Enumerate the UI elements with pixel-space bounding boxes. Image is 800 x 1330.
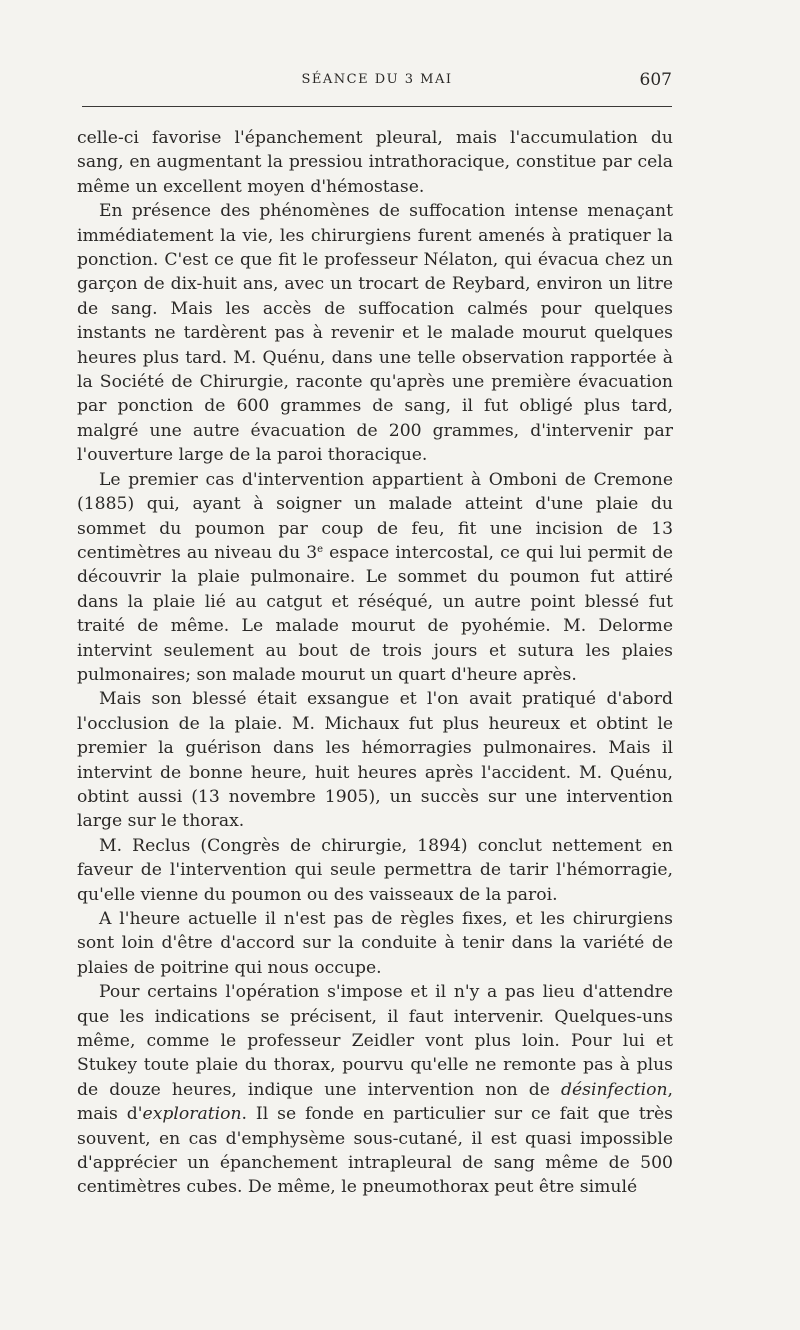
running-title: SÉANCE DU 3 MAI [301, 72, 453, 87]
paragraph-text: , mais d' [77, 1079, 673, 1125]
paragraph-regles: A l'heure actuelle il n'est pas de règles fixes, et les chirurgiens sont loin d'être d'accord sur la conduite à tenir dans la variété de plaies de poitrine qui nous occupe. [77, 909, 673, 978]
italic-term: désinfection [560, 1079, 668, 1100]
paragraph-michaux: Mais son blessé était exsangue et l'on avait pratiqué d'abord l'occlusion de la plaie. M. Michaux fut plus heureux et obtint le premier la guérison dans les hémorragies pulmonaires. Mais il intervint de bonne heure, huit heures après l'accident. M. Quénu, obtint aussi (13 novembre 1905), un succès sur une intervention large sur le thorax. [77, 689, 673, 832]
paragraph-text: Le premier cas d'intervention appartient à Omboni de Cremone (1885) qui, ayant à soigner un malade atteint d'une plaie du sommet du poumon par coup de feu, fit une incision de 13 centimètres au niveau du 3 [77, 469, 673, 563]
paragraph-text: Pour certains l'opération s'impose et il n'y a pas lieu d'attendre que les indications se précisent, il faut intervenir. Quelques-uns même, comme le professeur Zeidler vont plus loin. Pour lui et Stukey toute plaie du thorax, pourvu qu'elle ne remonte pas à plus de douze heures, indique une intervention non de [77, 982, 673, 1100]
paragraph-reclus: M. Reclus (Congrès de chirurgie, 1894) conclut nettement en faveur de l'intervention qui seule permettra de tarir l'hémorragie, qu'elle vienne du poumon ou des vaisseaux de la paroi. [77, 835, 673, 905]
header-rule [82, 106, 672, 107]
running-head [82, 72, 672, 96]
paragraph-text: . Il se fonde en particulier sur ce fait que très souvent, en cas d'emphysème sous-cutané, il est quasi impossible d'apprécier un épanchement intrapleural de sang même de 500 centimètres cubes. De même, le pneumothorax peut être simulé [77, 1104, 673, 1198]
paragraph-omboni [77, 468, 673, 688]
body-text [77, 126, 673, 1200]
paragraph-continuation: celle-ci favorise l'épanchement pleural, mais l'accumulation du sang, en augmentant la pressiou intrathoracique, constitue par cela même un excellent moyen d'hémostase. [77, 128, 673, 197]
page-number: 607 [639, 70, 672, 90]
paragraph-zeidler [77, 980, 673, 1200]
superscript: e [317, 543, 324, 555]
paragraph-ponction: En présence des phénomènes de suffocation intense menaçant immédiatement la vie, les chirurgiens furent amenés à pratiquer la ponction. C'est ce que fit le professeur Nélaton, qui évacua chez un garçon de dix-huit ans, avec un trocart de Reybard, environ un litre de sang. Mais les accès de suffocation calmés pour quelques instants ne tardèrent pas à revenir et le malade mourut quelques heures plus tard. M. Quénu, dans une telle observation rapportée à la Société de Chirurgie, raconte qu'après une première évacuation par ponction de 600 grammes de sang, il fut obligé plus tard, malgré une autre évacuation de 200 grammes, d'intervenir par l'ouverture large de la paroi thoracique. [77, 201, 673, 466]
paragraph-text: espace intercostal, ce qui lui permit de découvrir la plaie pulmonaire. Le sommet du poumon fut attiré dans la plaie lié au catgut et réséqué, un autre point blessé fut traité de même. Le malade mourut de pyohémie. M. Delorme intervint seulement au bout de trois jours et sutura les plaies pulmonaires; son malade mourut un quart d'heure après. [77, 542, 673, 685]
italic-term: exploration [142, 1104, 242, 1125]
